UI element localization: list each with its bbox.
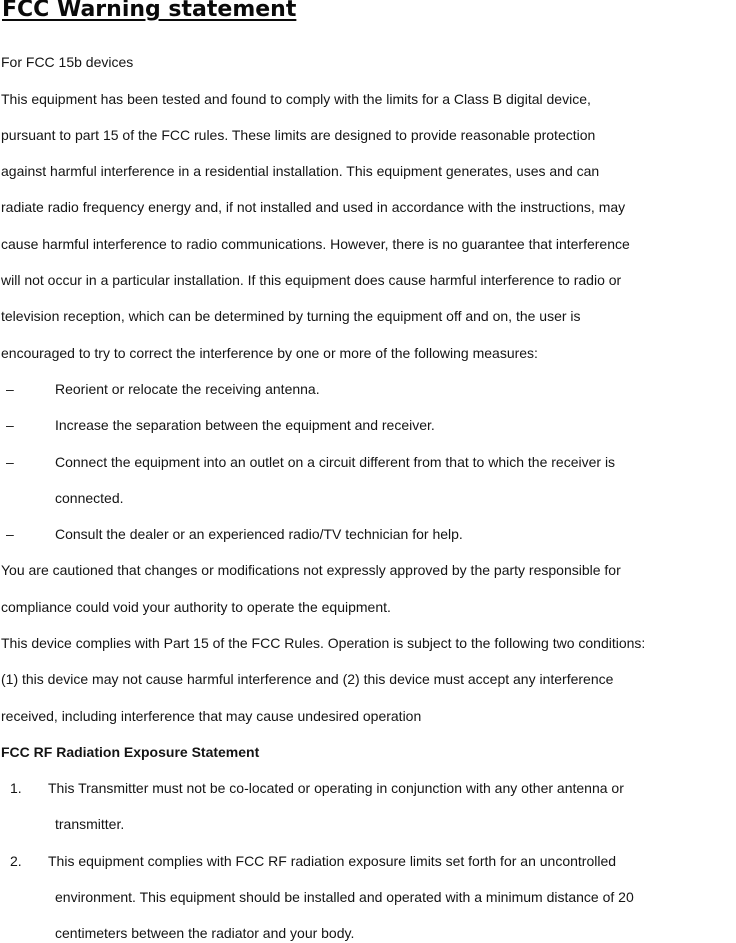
measure-dash: – [6,381,14,397]
measure-item: Consult the dealer or an experienced radio/TV technician for help. [55,526,463,542]
intro-line: television reception, which can be determined by turning the equipment off and on, the user is [1,308,581,324]
rf-heading: FCC RF Radiation Exposure Statement [1,744,260,760]
rf-item: This equipment complies with FCC RF radiation exposure limits set forth for an uncontrolled [48,853,617,869]
document-title: FCC Warning statement [2,0,297,22]
measure-dash: – [6,526,14,542]
compliance-line: (1) this device may not cause harmful interference and (2) this device must accept any interference [1,671,614,687]
intro-line: encouraged to try to correct the interference by one or more of the following measures: [1,345,538,361]
measure-item: Connect the equipment into an outlet on a circuit different from that to which the receiver is [55,454,616,470]
subtitle: For FCC 15b devices [1,54,134,70]
rf-item-continued: centimeters between the radiator and your body. [55,925,355,941]
caution-line: compliance could void your authority to operate the equipment. [1,599,391,615]
intro-line: This equipment has been tested and found to comply with the limits for a Class B digital device, [1,91,591,107]
measure-item-continued: connected. [55,490,124,506]
rf-item: This Transmitter must not be co-located or operating in conjunction with any other antenna or [48,780,624,796]
intro-line: cause harmful interference to radio communications. However, there is no guarantee that interference [1,236,630,252]
measure-dash: – [6,454,14,470]
intro-line: against harmful interference in a residential installation. This equipment generates, uses and can [1,163,600,179]
measure-item: Reorient or relocate the receiving antenna. [55,381,320,397]
measure-item: Increase the separation between the equipment and receiver. [55,417,435,433]
compliance-line: This device complies with Part 15 of the FCC Rules. Operation is subject to the following two conditions: [1,635,646,651]
measure-dash: – [6,417,14,433]
caution-line: You are cautioned that changes or modifications not expressly approved by the party responsible for [1,562,621,578]
compliance-line: received, including interference that may cause undesired operation [1,708,422,724]
intro-line: pursuant to part 15 of the FCC rules. These limits are designed to provide reasonable protection [1,127,596,143]
rf-item-number: 1. [10,780,22,796]
rf-item-continued: transmitter. [55,816,125,832]
rf-item-number: 2. [10,853,22,869]
rf-item-continued: environment. This equipment should be installed and operated with a minimum distance of 20 [55,889,634,905]
intro-line: will not occur in a particular installation. If this equipment does cause harmful interference to radio or [1,272,622,288]
intro-line: radiate radio frequency energy and, if not installed and used in accordance with the instructions, may [1,199,626,215]
